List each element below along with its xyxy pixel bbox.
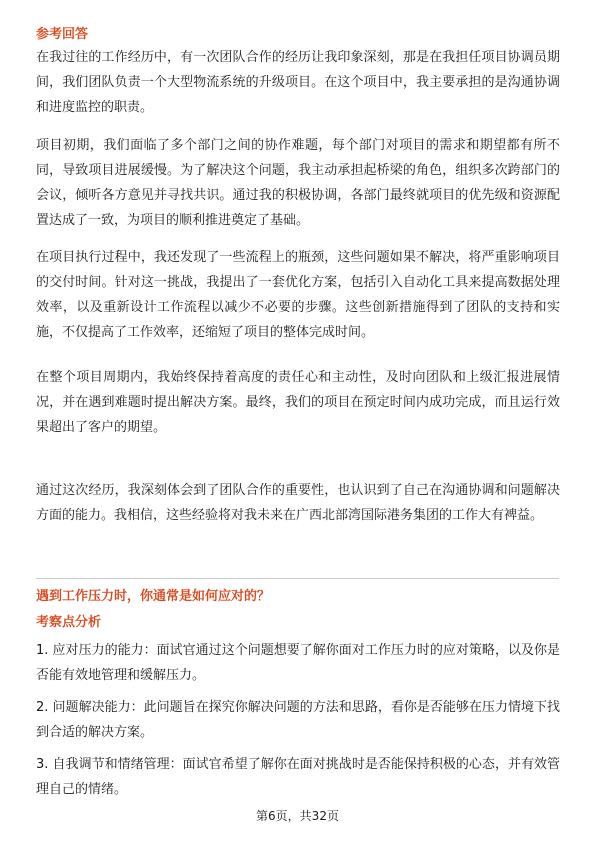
answer-paragraph-1: 在我过往的工作经历中，有一次团队合作的经历让我印象深刻，那是在我担任项目协调员期间，我们团队负责一个大型物流系统的升级项目。在这个项目中，我主要承担的是沟通协调和进度监控的职责。	[36, 50, 560, 115]
analysis-point-1: 1. 应对压力的能力：面试官通过这个问题想要了解你面对工作压力时的应对策略，以及你是否能有效地管理和缓解压力。	[36, 643, 560, 683]
answer-paragraph-3: 在项目执行过程中，我还发现了一些流程上的瓶颈，这些问题如果不解决，将严重影响项目的交付时间。针对这一挑战，我提出了一套优化方案，包括引入自动化工具来提高数据处理效率，以及重新设计工作流程以减少不必要的步骤。这些创新措施得到了团队的支持和实施，不仅提高了工作效率，还缩短了项目的整体完成时间。	[36, 250, 560, 340]
page-number: 第6页，共32页	[256, 809, 339, 823]
section-divider	[36, 578, 559, 579]
analysis-point-2: 2. 问题解决能力：此问题旨在探究你解决问题的方法和思路，看你是否能够在压力情境下找到合适的解决方案。	[36, 700, 560, 740]
analysis-point-3: 3. 自我调节和情绪管理：面试官希望了解你在面对挑战时是否能保持积极的心态，并有效管理自己的情绪。	[36, 757, 560, 797]
analysis-heading: 考察点分析	[36, 615, 102, 630]
question-title: 遇到工作压力时，你通常是如何应对的？	[36, 589, 271, 604]
answer-paragraph-5: 通过这次经历，我深刻体会到了团队合作的重要性，也认识到了自己在沟通协调和问题解决方面的能力。我相信，这些经验将对我未来在广西北部湾国际港务集团的工作大有裨益。	[36, 483, 560, 523]
answer-paragraph-2: 项目初期，我们面临了多个部门之间的协作难题，每个部门对项目的需求和期望都有所不同，导致项目进展缓慢。为了解决这个问题，我主动承担起桥梁的角色，组织多次跨部门的会议，倾听各方意见并寻找共识。通过我的积极协调，各部门最终就项目的优先级和资源配置达成了一致，为项目的顺利推进奠定了基础。	[36, 138, 560, 228]
reference-answer-heading: 参考回答	[36, 27, 89, 42]
answer-paragraph-4: 在整个项目周期内，我始终保持着高度的责任心和主动性，及时向团队和上级汇报进展情况，并在遇到难题时提出解决方案。最终，我们的项目在预定时间内成功完成，而且运行效果超出了客户的期望。	[36, 370, 560, 435]
